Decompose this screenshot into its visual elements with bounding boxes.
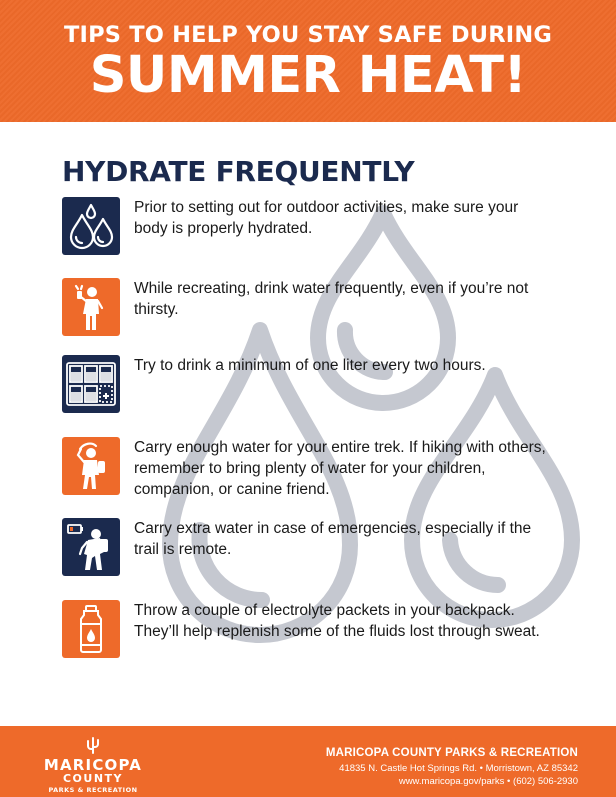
tip-text: Prior to setting out for outdoor activities, make sure your body is properly hydrated. [134,199,519,237]
footer [0,726,616,797]
water-drops-icon [62,197,120,255]
footer-address: 41835 N. Castle Hot Springs Rd. • Morristown, AZ 85342 [339,763,578,774]
tired-hiker-low-battery-icon [62,518,120,576]
cactus-icon [85,736,101,754]
header-title: SUMMER HEAT! [89,46,527,105]
tip-text: While recreating, drink water frequently, even if you’re not thirsty. [134,280,529,318]
person-drinking-icon [62,278,120,336]
logo-county: COUNTY [62,772,124,785]
logo-subtitle: PARKS & RECREATION [48,786,138,794]
tip-text: Throw a couple of electrolyte packets in your backpack. They’ll help replenish some of the fluids lost through sweat. [134,602,540,640]
tip-text: Carry extra water in case of emergencies, especially if the trail is remote. [134,520,532,558]
footer-contact: www.maricopa.gov/parks • (602) 506-2930 [398,776,578,787]
footer-contact-info [326,747,578,788]
section-title: HYDRATE FREQUENTLY [62,155,415,188]
maricopa-county-logo [38,732,148,794]
tip-text: Try to drink a minimum of one liter every two hours. [134,357,486,374]
footer-org-name: MARICOPA COUNTY PARKS & RECREATION [325,747,578,759]
hiker-drinking-icon [62,437,120,495]
header-subtitle: TIPS TO HELP YOU STAY SAFE DURING [63,22,553,48]
tip-text: Carry enough water for your entire trek. If hiking with others, remember to bring plenty of water for your children, companion, or canine friend. [134,439,546,498]
logo-name: MARICOPA [43,756,143,774]
water-bottle-icon [62,600,120,658]
water-glasses-icon [62,355,120,413]
